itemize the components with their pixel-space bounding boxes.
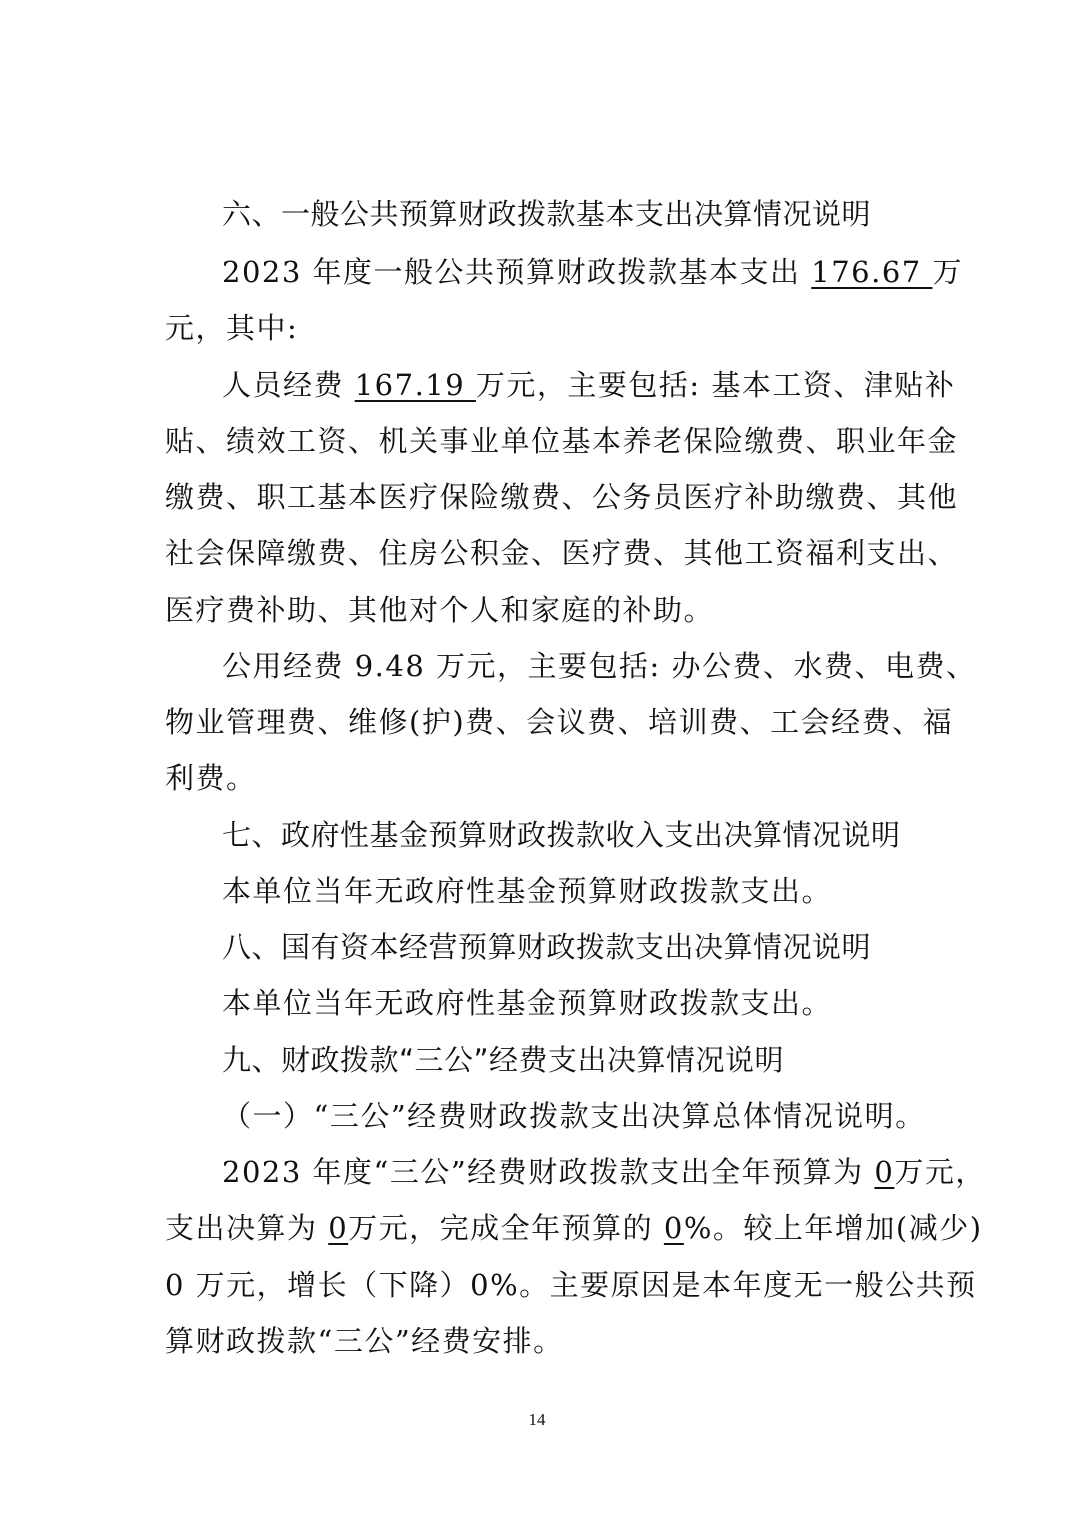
section7-text: 本单位当年无政府性基金预算财政拨款支出。 xyxy=(222,874,833,908)
section6-heading: 六、一般公共预算财政拨款基本支出决算情况说明 xyxy=(222,197,872,231)
section6-paragraph2-line5: 医疗费补助、其他对个人和家庭的补助。 xyxy=(165,593,715,627)
section9-paragraph-line1 xyxy=(222,1144,986,1200)
text: 万元，主要包括: 基本工资、津贴补 xyxy=(475,368,956,402)
budget-amount: 0 xyxy=(874,1155,895,1189)
text: 万 xyxy=(932,255,963,289)
section6-paragraph2-line4: 社会保障缴费、住房公积金、医疗费、其他工资福利支出、 xyxy=(165,536,959,570)
section9-heading: 九、财政拨款“三公”经费支出决算情况说明 xyxy=(222,1043,785,1077)
section6-paragraph3-line2: 物业管理费、维修(护)费、会议费、培训费、工会经费、福 xyxy=(165,705,954,739)
section6-paragraph2-line1 xyxy=(222,357,956,413)
text: %。较上年增加(减少) xyxy=(683,1211,983,1245)
section7-heading: 七、政府性基金预算财政拨款收入支出决算情况说明 xyxy=(222,818,901,852)
section9-paragraph-line2 xyxy=(165,1200,983,1256)
section6-paragraph1-line2: 元，其中: xyxy=(165,311,299,345)
basic-expense-amount: 176.67 xyxy=(811,255,933,289)
section9-paragraph-line4: 算财政拨款“三公”经费安排。 xyxy=(165,1324,564,1358)
section6-paragraph3-line1: 公用经费 9.48 万元，主要包括: 办公费、水费、电费、 xyxy=(222,649,977,683)
text: 人员经费 xyxy=(222,368,355,402)
text: 2023 年度“三公”经费财政拨款支出全年预算为 xyxy=(222,1155,875,1189)
section6-paragraph3-line3: 利费。 xyxy=(165,761,257,795)
section9-subheading: （一）“三公”经费财政拨款支出决算总体情况说明。 xyxy=(222,1099,926,1133)
section9-paragraph-line3: 0 万元，增长（下降）0%。主要原因是本年度无一般公共预 xyxy=(165,1268,977,1302)
personnel-expense-amount: 167.19 xyxy=(354,368,476,402)
section8-heading: 八、国有资本经营预算财政拨款支出决算情况说明 xyxy=(222,930,872,964)
completion-rate: 0 xyxy=(663,1211,684,1245)
section8-text: 本单位当年无政府性基金预算财政拨款支出。 xyxy=(222,986,833,1020)
section6-paragraph2-line3: 缴费、职工基本医疗保险缴费、公务员医疗补助缴费、其他 xyxy=(165,480,959,514)
page-number: 14 xyxy=(528,1410,546,1429)
section6-paragraph1-line1 xyxy=(222,244,963,300)
text: 万元，完成全年预算的 xyxy=(348,1211,664,1245)
text: 支出决算为 xyxy=(165,1211,329,1245)
section6-paragraph2-line2: 贴、绩效工资、机关事业单位基本养老保险缴费、职业年金 xyxy=(165,424,959,458)
text: 万元， xyxy=(894,1155,986,1189)
final-amount: 0 xyxy=(328,1211,349,1245)
text: 2023 年度一般公共预算财政拨款基本支出 xyxy=(222,255,812,289)
